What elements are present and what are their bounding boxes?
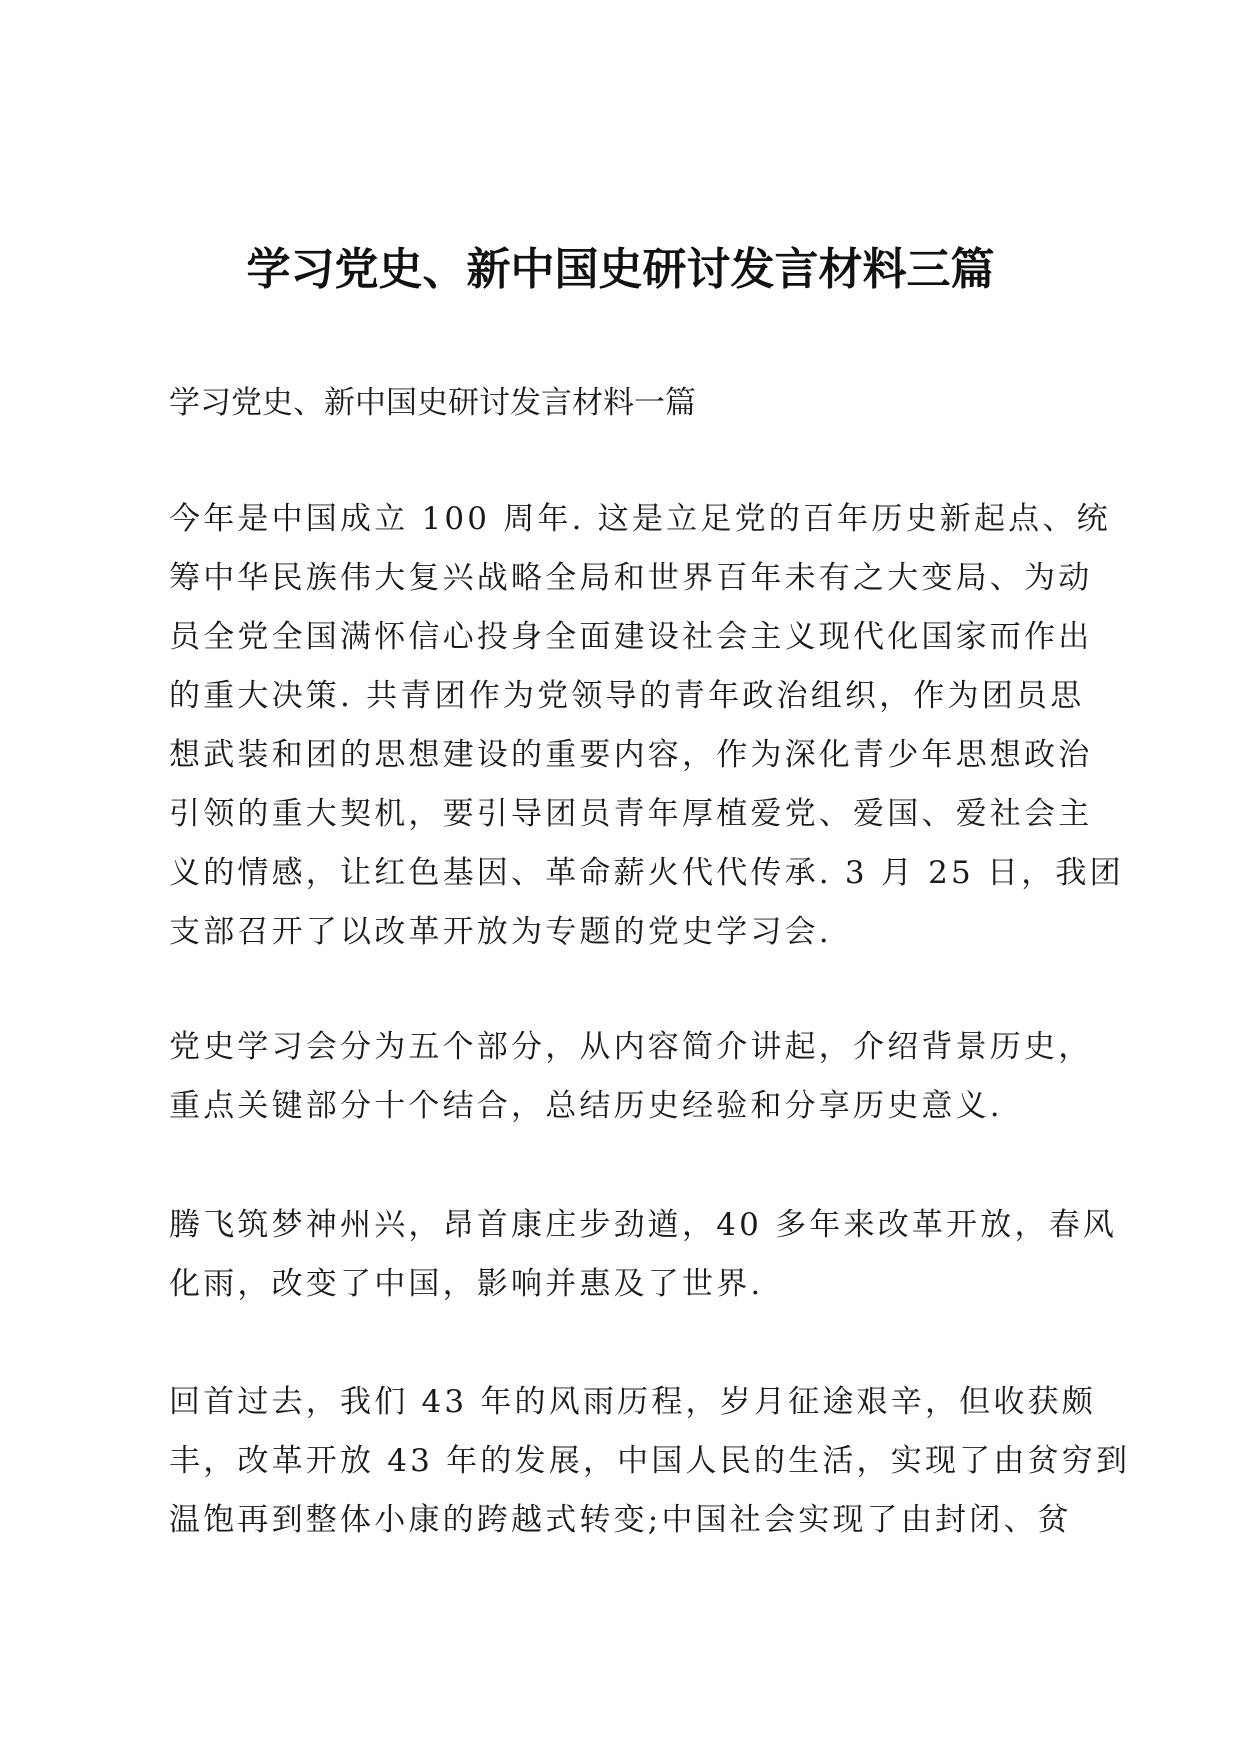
paragraph-line: 丰，改革开放 43 年的发展，中国人民的生活，实现了由贫穷到 — [169, 1443, 1131, 1479]
paragraph-line: 腾飞筑梦神州兴，昂首康庄步劲遒，40 多年来改革开放，春风 — [169, 1207, 1118, 1243]
paragraph-line: 温饱再到整体小康的跨越式转变;中国社会实现了由封闭、贫 — [169, 1502, 1072, 1538]
paragraph-1 — [169, 490, 1124, 962]
paragraph-line: 筹中华民族伟大复兴战略全局和世界百年未有之大变局、为动 — [169, 560, 1093, 596]
section-subtitle: 学习党史、新中国史研讨发言材料一篇 — [169, 385, 696, 421]
paragraph-line: 今年是中国成立 100 周年. 这是立足党的百年历史新起点、统 — [169, 501, 1111, 537]
paragraph-3 — [169, 1196, 1118, 1314]
paragraph-line: 支部召开了以改革开放为专题的党史学习会. — [169, 914, 832, 950]
paragraph-4 — [169, 1373, 1131, 1550]
paragraph-line: 回首过去，我们 43 年的风雨历程，岁月征途艰辛，但收获颇 — [169, 1384, 1096, 1420]
paragraph-line: 重点关键部分十个结合，总结历史经验和分享历史意义. — [169, 1088, 1003, 1124]
paragraph-2 — [169, 1018, 1093, 1136]
paragraph-line: 引领的重大契机，要引导团员青年厚植爱党、爱国、爱社会主 — [169, 796, 1093, 832]
paragraph-line: 义的情感，让红色基因、革命薪火代代传承. 3 月 25 日，我团 — [169, 855, 1124, 891]
paragraph-line: 的重大决策. 共青团作为党领导的青年政治组织，作为团员思 — [169, 678, 1085, 714]
paragraph-line: 想武装和团的思想建设的重要内容，作为深化青少年思想政治 — [169, 737, 1093, 773]
document-title: 学习党史、新中国史研讨发言材料三篇 — [246, 244, 995, 295]
paragraph-line: 党史学习会分为五个部分，从内容简介讲起，介绍背景历史， — [169, 1029, 1093, 1065]
paragraph-line: 员全党全国满怀信心投身全面建设社会主义现代化国家而作出 — [169, 619, 1093, 655]
paragraph-line: 化雨，改变了中国，影响并惠及了世界. — [169, 1266, 764, 1302]
